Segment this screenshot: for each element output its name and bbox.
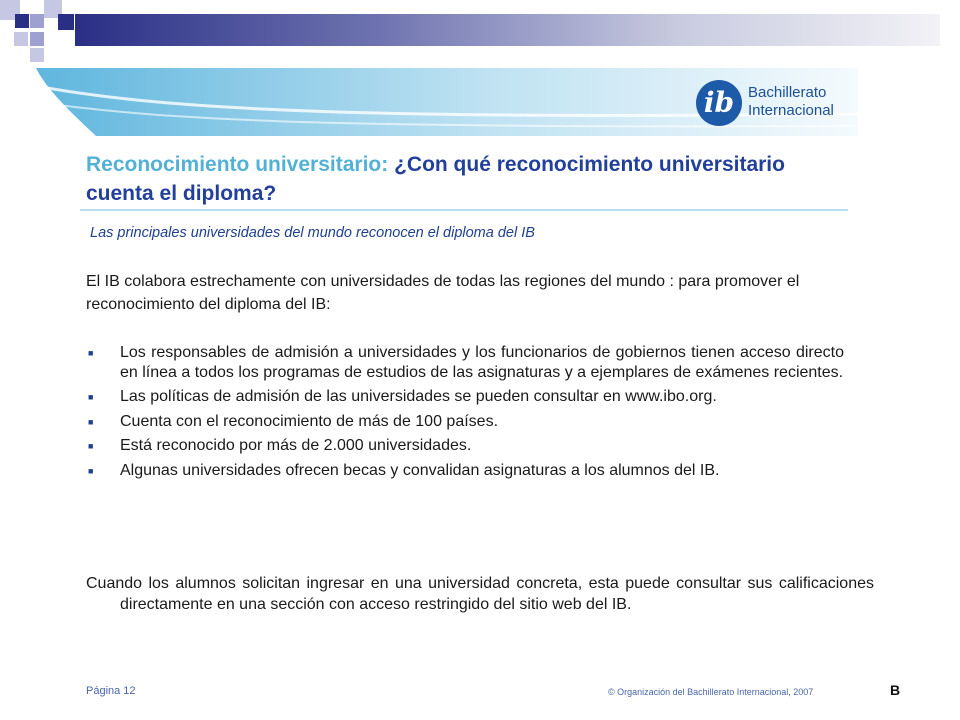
intro-paragraph: El IB colabora estrechamente con universidades de todas las regiones del mundo : para promover el reconocimiento del diploma del IB:	[86, 273, 800, 313]
bullet-square-icon: ■	[88, 348, 94, 358]
bullet-square-icon: ■	[88, 465, 94, 476]
corner-square-5	[58, 14, 74, 30]
corner-square-8	[30, 48, 44, 62]
list-item: ■ Algunas universidades ofrecen becas y convalidan asignaturas a los alumnos del IB.	[86, 461, 844, 481]
corner-square-7	[30, 32, 44, 46]
title-highlight: Reconocimiento universitario:	[86, 153, 389, 176]
title-divider	[80, 209, 848, 211]
bullet-square-icon: ■	[88, 392, 94, 402]
list-item: ■ Los responsables de admisión a universidades y los funcionarios de gobiernos tienen acceso directo en línea a todos los programas de estudios de las asignaturas y a ejemplares de exámenes recientes.	[88, 344, 844, 381]
corner-square-6	[14, 32, 28, 46]
page-number: Página 12	[86, 685, 136, 697]
slide-title	[86, 150, 826, 208]
bullet-list	[86, 343, 844, 485]
copyright-notice: © Organización del Bachillerato Internacional, 2007	[608, 687, 814, 697]
ib-logo-text: Bachillerato Internacional	[748, 84, 834, 119]
ib-logo	[696, 80, 856, 132]
slide-content	[36, 68, 874, 708]
closing-paragraph: Cuando los alumnos solicitan ingresar en una universidad concreta, esta puede consultar sus calificaciones directamente en una sección con acceso restringido del sitio web del IB.	[86, 575, 874, 613]
corner-square-4	[30, 14, 44, 28]
ib-logo-icon: ib	[696, 80, 742, 126]
list-item: ■ Está reconocido por más de 2.000 universidades.	[86, 436, 844, 456]
header-gradient-bar	[75, 14, 940, 46]
list-item: ■ Las políticas de admisión de las universidades se pueden consultar en www.ibo.org.	[86, 387, 844, 407]
list-item: ■ Cuenta con el reconocimiento de más de 100 países.	[86, 412, 844, 432]
corner-square-2	[15, 14, 29, 28]
slide-subtitle: Las principales universidades del mundo reconocen el diploma del IB	[90, 225, 535, 241]
bullet-square-icon: ■	[88, 416, 94, 427]
bullet-square-icon: ■	[88, 441, 94, 451]
corner-label: B	[890, 682, 901, 698]
title-rest: ¿Con qué reconocimiento universitario cuenta el diploma?	[86, 153, 785, 205]
